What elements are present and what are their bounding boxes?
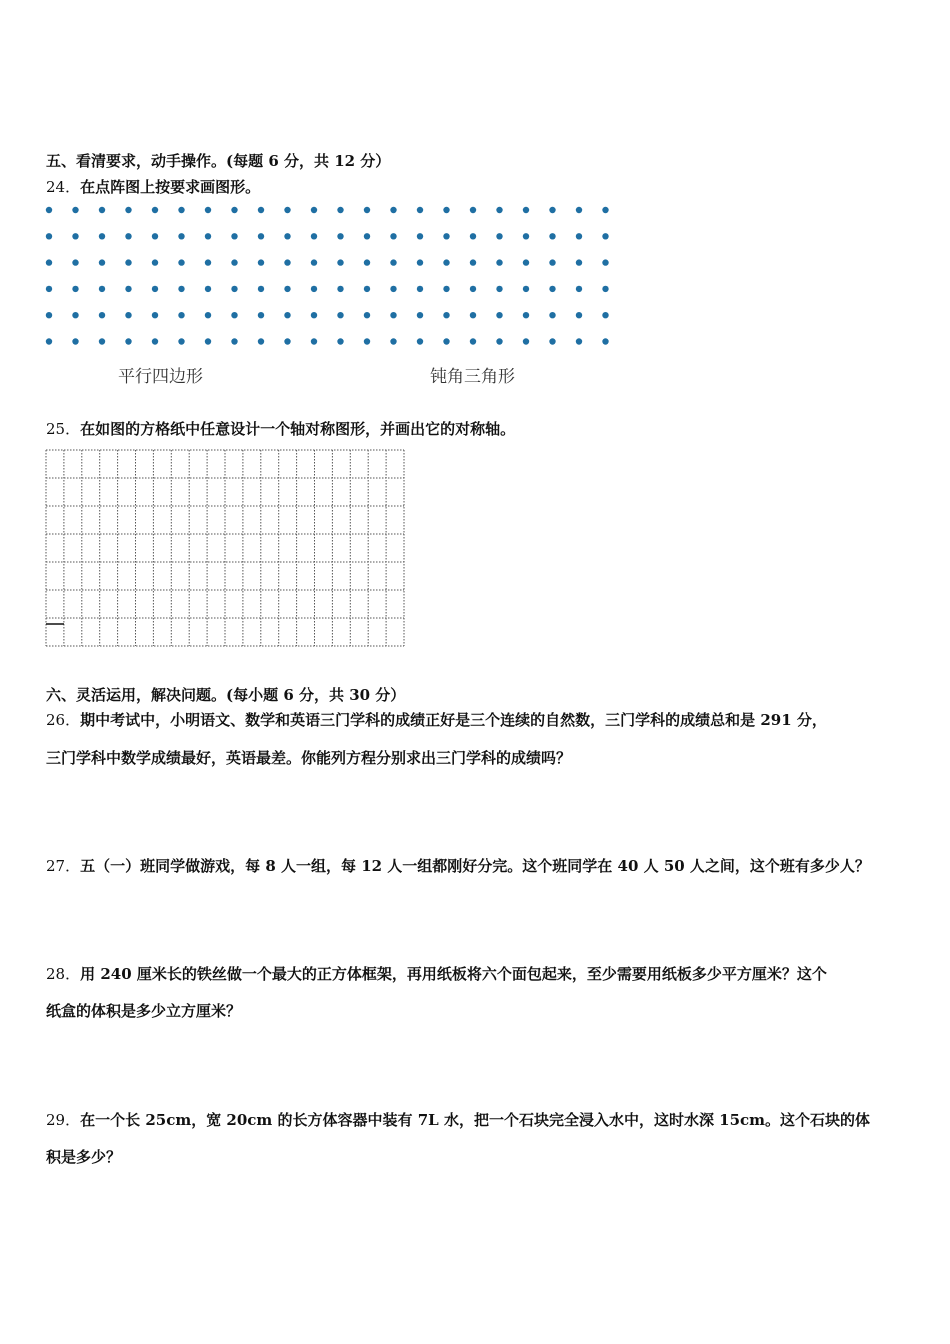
lattice-dot[interactable]: [470, 338, 476, 344]
lattice-dot[interactable]: [549, 207, 555, 213]
lattice-dot[interactable]: [46, 259, 52, 265]
lattice-dot[interactable]: [178, 233, 184, 239]
lattice-dot[interactable]: [364, 338, 370, 344]
lattice-dot[interactable]: [284, 312, 290, 318]
lattice-dot[interactable]: [178, 207, 184, 213]
lattice-dot[interactable]: [602, 312, 608, 318]
question-28-line-1: [46, 964, 827, 984]
lattice-dot[interactable]: [549, 312, 555, 318]
lattice-dot[interactable]: [46, 312, 52, 318]
lattice-dot[interactable]: [178, 286, 184, 292]
lattice-dot[interactable]: [72, 312, 78, 318]
lattice-dot[interactable]: [417, 207, 423, 213]
lattice-dot[interactable]: [523, 338, 529, 344]
lattice-dot[interactable]: [205, 286, 211, 292]
question-27-number: 27．: [46, 857, 81, 875]
lattice-dot[interactable]: [417, 259, 423, 265]
lattice-dot[interactable]: [72, 338, 78, 344]
question-26-line-2: 三门学科中数学成绩最好，英语最差。你能列方程分别求出三门学科的成绩吗？: [46, 749, 572, 767]
lattice-dot[interactable]: [417, 312, 423, 318]
lattice-dot[interactable]: [443, 233, 449, 239]
lattice-dot[interactable]: [364, 286, 370, 292]
lattice-dot[interactable]: [311, 338, 317, 344]
lattice-dot[interactable]: [390, 233, 396, 239]
lattice-dot[interactable]: [602, 207, 608, 213]
lattice-dot[interactable]: [523, 233, 529, 239]
lattice-dot[interactable]: [152, 233, 158, 239]
lattice-dot[interactable]: [311, 312, 317, 318]
lattice-dot[interactable]: [496, 233, 502, 239]
lattice-dot[interactable]: [576, 312, 582, 318]
lattice-dot[interactable]: [337, 233, 343, 239]
lattice-dot[interactable]: [125, 312, 131, 318]
lattice-dot[interactable]: [99, 233, 105, 239]
lattice-dot[interactable]: [470, 286, 476, 292]
lattice-dot[interactable]: [46, 207, 52, 213]
lattice-dot[interactable]: [337, 286, 343, 292]
lattice-dot[interactable]: [258, 312, 264, 318]
lattice-dot[interactable]: [390, 286, 396, 292]
lattice-dot[interactable]: [46, 338, 52, 344]
lattice-dot[interactable]: [470, 233, 476, 239]
lattice-dot[interactable]: [576, 338, 582, 344]
lattice-dot[interactable]: [549, 286, 555, 292]
lattice-dot[interactable]: [417, 233, 423, 239]
lattice-dot[interactable]: [576, 286, 582, 292]
lattice-dot[interactable]: [284, 259, 290, 265]
lattice-dot[interactable]: [496, 207, 502, 213]
lattice-dot[interactable]: [602, 286, 608, 292]
dot-label-obtuse-triangle: 钝角三角形: [430, 367, 515, 387]
question-28-text-1: 用 240 厘米长的铁丝做一个最大的正方体框架，再用纸板将六个面包起来，至少需要用纸板多少平方厘米？这个: [80, 965, 827, 983]
lattice-dot[interactable]: [311, 207, 317, 213]
lattice-dot[interactable]: [284, 286, 290, 292]
lattice-dot[interactable]: [443, 338, 449, 344]
lattice-dot[interactable]: [152, 312, 158, 318]
question-28-number: 28．: [46, 965, 81, 983]
lattice-dot[interactable]: [417, 338, 423, 344]
lattice-dot[interactable]: [231, 312, 237, 318]
lattice-dot[interactable]: [258, 338, 264, 344]
lattice-dot[interactable]: [231, 338, 237, 344]
lattice-dot[interactable]: [523, 259, 529, 265]
lattice-dot[interactable]: [205, 233, 211, 239]
lattice-dot[interactable]: [496, 338, 502, 344]
lattice-dot[interactable]: [284, 338, 290, 344]
lattice-dot[interactable]: [125, 286, 131, 292]
question-26-number: 26．: [46, 711, 81, 729]
lattice-dot[interactable]: [364, 233, 370, 239]
lattice-dot[interactable]: [125, 338, 131, 344]
lattice-dot[interactable]: [178, 259, 184, 265]
section-5-heading: 五、看清要求，动手操作。(每题 6 分，共 12 分）: [46, 152, 391, 170]
question-29-line-1: [46, 1110, 870, 1130]
lattice-dot[interactable]: [602, 233, 608, 239]
lattice-dot[interactable]: [99, 259, 105, 265]
lattice-dot[interactable]: [523, 312, 529, 318]
lattice-dot[interactable]: [443, 207, 449, 213]
lattice-dot[interactable]: [125, 207, 131, 213]
question-26-text-1: 期中考试中，小明语文、数学和英语三门学科的成绩正好是三个连续的自然数，三门学科的成绩总和是 291 分，: [80, 711, 827, 729]
lattice-dot[interactable]: [152, 259, 158, 265]
dot-label-parallelogram: 平行四边形: [118, 367, 203, 387]
lattice-dot[interactable]: [443, 286, 449, 292]
question-24-text: 在点阵图上按要求画图形。: [80, 178, 261, 196]
square-grid-paper[interactable]: [40, 444, 410, 652]
lattice-dot[interactable]: [72, 286, 78, 292]
section-6-heading: 六、灵活运用，解决问题。(每小题 6 分，共 30 分）: [46, 686, 406, 704]
lattice-dot[interactable]: [576, 259, 582, 265]
lattice-dot[interactable]: [602, 259, 608, 265]
lattice-dot[interactable]: [231, 259, 237, 265]
lattice-dot[interactable]: [549, 259, 555, 265]
question-25: [46, 419, 515, 439]
lattice-dot[interactable]: [231, 233, 237, 239]
lattice-dot[interactable]: [417, 286, 423, 292]
lattice-dot[interactable]: [284, 233, 290, 239]
lattice-dot[interactable]: [72, 207, 78, 213]
lattice-dot[interactable]: [205, 312, 211, 318]
lattice-dot[interactable]: [46, 286, 52, 292]
lattice-dot[interactable]: [549, 233, 555, 239]
lattice-dot[interactable]: [99, 338, 105, 344]
lattice-dot[interactable]: [178, 312, 184, 318]
lattice-dot[interactable]: [549, 338, 555, 344]
lattice-dot[interactable]: [337, 259, 343, 265]
lattice-dot[interactable]: [231, 286, 237, 292]
question-27-line-1: [46, 856, 870, 876]
question-25-text: 在如图的方格纸中任意设计一个轴对称图形，并画出它的对称轴。: [80, 420, 516, 438]
question-25-number: 25．: [46, 420, 81, 438]
lattice-dot[interactable]: [311, 259, 317, 265]
question-29-text-1: 在一个长 25cm，宽 20cm 的长方体容器中装有 7L 水，把一个石块完全浸入水中，这时水深 15cm。这个石块的体: [80, 1111, 871, 1129]
question-29-line-2: 积是多少？: [46, 1148, 122, 1166]
lattice-dot[interactable]: [364, 207, 370, 213]
lattice-dot[interactable]: [390, 259, 396, 265]
lattice-dot[interactable]: [470, 312, 476, 318]
lattice-dot[interactable]: [152, 338, 158, 344]
lattice-dot[interactable]: [311, 286, 317, 292]
lattice-dot[interactable]: [496, 286, 502, 292]
question-26-line-1: [46, 710, 827, 730]
dot-grid[interactable]: [40, 200, 620, 350]
lattice-dot[interactable]: [125, 233, 131, 239]
lattice-dot[interactable]: [99, 286, 105, 292]
question-28-line-2: 纸盒的体积是多少立方厘米？: [46, 1002, 242, 1020]
lattice-dot[interactable]: [72, 233, 78, 239]
question-24: [46, 177, 260, 197]
lattice-dot[interactable]: [284, 207, 290, 213]
lattice-dot[interactable]: [443, 259, 449, 265]
lattice-dot[interactable]: [99, 312, 105, 318]
lattice-dot[interactable]: [72, 259, 78, 265]
lattice-dot[interactable]: [258, 233, 264, 239]
question-24-number: 24．: [46, 178, 81, 196]
lattice-dot[interactable]: [576, 207, 582, 213]
lattice-dot[interactable]: [496, 259, 502, 265]
lattice-dot[interactable]: [470, 207, 476, 213]
lattice-dot[interactable]: [337, 207, 343, 213]
lattice-dot[interactable]: [205, 338, 211, 344]
lattice-dot[interactable]: [390, 338, 396, 344]
question-29-number: 29．: [46, 1111, 81, 1129]
lattice-dot[interactable]: [602, 338, 608, 344]
lattice-dot[interactable]: [390, 207, 396, 213]
lattice-dot[interactable]: [576, 233, 582, 239]
lattice-dot[interactable]: [178, 338, 184, 344]
lattice-dot[interactable]: [258, 286, 264, 292]
lattice-dot[interactable]: [311, 233, 317, 239]
lattice-dot[interactable]: [523, 286, 529, 292]
lattice-dot[interactable]: [390, 312, 396, 318]
lattice-dot[interactable]: [46, 233, 52, 239]
lattice-dot[interactable]: [470, 259, 476, 265]
lattice-dot[interactable]: [205, 259, 211, 265]
lattice-dot[interactable]: [125, 259, 131, 265]
lattice-dot[interactable]: [258, 207, 264, 213]
lattice-dot[interactable]: [152, 207, 158, 213]
question-27-text-1: 五（一）班同学做游戏，每 8 人一组，每 12 人一组都刚好分完。这个班同学在 40 人 50 人之间，这个班有多少人？: [80, 857, 870, 875]
lattice-dot[interactable]: [496, 312, 502, 318]
lattice-dot[interactable]: [99, 207, 105, 213]
lattice-dot[interactable]: [443, 312, 449, 318]
lattice-dot[interactable]: [258, 259, 264, 265]
lattice-dot[interactable]: [231, 207, 237, 213]
lattice-dot[interactable]: [364, 312, 370, 318]
lattice-dot[interactable]: [364, 259, 370, 265]
lattice-dot[interactable]: [205, 207, 211, 213]
lattice-dot[interactable]: [337, 312, 343, 318]
lattice-dot[interactable]: [523, 207, 529, 213]
lattice-dot[interactable]: [337, 338, 343, 344]
lattice-dot[interactable]: [152, 286, 158, 292]
